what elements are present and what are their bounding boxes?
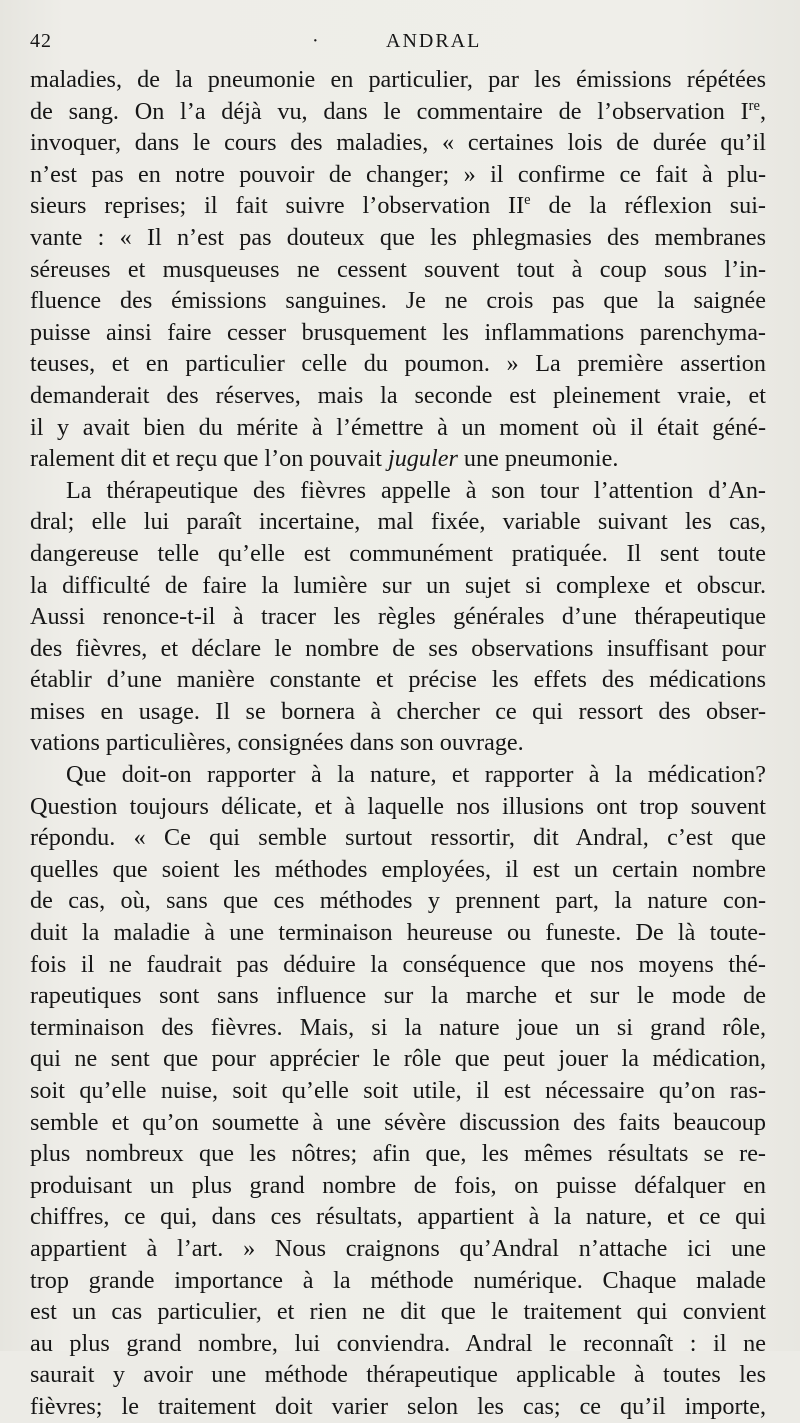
line-text: établir d’une manière constante et précise les effets des médications bbox=[30, 666, 766, 694]
text-line bbox=[30, 980, 766, 1012]
italic-word: juguler bbox=[387, 445, 458, 473]
text-line bbox=[30, 854, 766, 886]
text-line bbox=[30, 285, 766, 317]
text-line bbox=[30, 127, 766, 159]
line-text: fluence des émissions sanguines. Je ne crois pas que la saignée bbox=[30, 287, 766, 315]
line-text: chiffres, ce qui, dans ces résultats, appartient à la nature, et ce qui bbox=[30, 1203, 766, 1231]
line-text: fièvres; le traitement doit varier selon les cas; ce qu’il importe, bbox=[30, 1392, 766, 1420]
header-separator-dot: · bbox=[312, 30, 320, 52]
text-line bbox=[30, 1359, 766, 1391]
text-line bbox=[30, 570, 766, 602]
line-text: Que doit-on rapporter à la nature, et rapporter à la médication? bbox=[66, 761, 766, 789]
text-line bbox=[30, 380, 766, 412]
text-line bbox=[30, 1012, 766, 1044]
text-line bbox=[30, 1107, 766, 1139]
text-line bbox=[30, 222, 766, 254]
line-text: est un cas particulier, et rien ne dit que le traitement qui convient bbox=[30, 1298, 766, 1326]
text-line bbox=[30, 1201, 766, 1233]
line-text: appartient à l’art. » Nous craignons qu’Andral n’attache ici une bbox=[30, 1234, 766, 1262]
text-line bbox=[30, 64, 766, 96]
line-text: vations particulières, consignées dans son ouvrage. bbox=[30, 729, 524, 757]
line-text: terminaison des fièvres. Mais, si la nature joue un si grand rôle, bbox=[30, 1013, 766, 1041]
line-text: dral; elle lui paraît incertaine, mal fixée, variable suivant les cas, bbox=[30, 508, 766, 536]
text-line bbox=[30, 633, 766, 665]
line-text: La thérapeutique des fièvres appelle à son tour l’attention d’An- bbox=[66, 476, 766, 504]
line-text: ralement dit et reçu que l’on pouvait bbox=[30, 445, 388, 473]
superscript: re bbox=[748, 97, 760, 114]
superscript: e bbox=[524, 192, 531, 209]
line-text: la difficulté de faire la lumière sur un sujet si complexe et obscur. bbox=[30, 571, 766, 599]
line-text: répondu. « Ce qui semble surtout ressortir, dit Andral, c’est que bbox=[30, 824, 766, 852]
text-line bbox=[30, 190, 766, 222]
line-text: rapeutiques sont sans influence sur la marche et sur le mode de bbox=[30, 982, 766, 1010]
text-line bbox=[30, 696, 766, 728]
text-line bbox=[30, 601, 766, 633]
text-line bbox=[30, 949, 766, 981]
body-text bbox=[30, 64, 766, 1423]
text-line bbox=[30, 254, 766, 286]
line-text: fois il ne faudrait pas déduire la conséquence que nos moyens thé- bbox=[30, 950, 766, 978]
line-text: qui ne sent que pour apprécier le rôle que peut jouer la médication, bbox=[30, 1045, 766, 1073]
line-text: au plus grand nombre, lui conviendra. Andral le reconnaît : il ne bbox=[30, 1329, 766, 1357]
line-text: Question toujours délicate, et à laquelle nos illusions ont trop souvent bbox=[30, 792, 766, 820]
line-text: vante : « Il n’est pas douteux que les phlegmasies des membranes bbox=[30, 223, 766, 251]
text-line bbox=[30, 1391, 766, 1423]
line-text: sieurs reprises; il fait suivre l’observation II bbox=[30, 192, 525, 220]
text-line bbox=[30, 475, 766, 507]
line-text: mises en usage. Il se bornera à chercher ce qui ressort des obser- bbox=[30, 697, 766, 725]
text-line bbox=[30, 759, 766, 791]
text-line bbox=[30, 1075, 766, 1107]
line-text: semble et qu’on soumette à une sévère discussion des faits beaucoup bbox=[30, 1108, 766, 1136]
line-text: il y avait bien du mérite à l’émettre à un moment où il était géné- bbox=[30, 413, 766, 441]
text-line bbox=[30, 1296, 766, 1328]
running-title: ANDRAL bbox=[386, 30, 482, 52]
line-text: de sang. On l’a déjà vu, dans le commentaire de l’observation I bbox=[30, 97, 749, 125]
text-line bbox=[30, 917, 766, 949]
line-text: saurait y avoir une méthode thérapeutique applicable à toutes les bbox=[30, 1361, 766, 1389]
line-text: de cas, où, sans que ces méthodes y prennent part, la nature con- bbox=[30, 887, 766, 915]
line-text: trop grande importance à la méthode numérique. Chaque malade bbox=[30, 1266, 766, 1294]
text-line bbox=[30, 1265, 766, 1297]
line-text: puisse ainsi faire cesser brusquement les inflammations parenchyma- bbox=[30, 318, 766, 346]
line-text: séreuses et musqueuses ne cessent souvent tout à coup sous l’in- bbox=[30, 255, 766, 283]
text-line bbox=[30, 96, 766, 128]
line-text-continued: une pneumonie. bbox=[457, 445, 619, 473]
text-line bbox=[30, 1328, 766, 1360]
text-line bbox=[30, 1170, 766, 1202]
line-text: dangereuse telle qu’elle est communément pratiquée. Il sent toute bbox=[30, 539, 766, 567]
text-line bbox=[30, 727, 766, 759]
line-text: invoquer, dans le cours des maladies, « certaines lois de durée qu’il bbox=[30, 129, 766, 157]
text-line bbox=[30, 538, 766, 570]
text-line bbox=[30, 1233, 766, 1265]
line-text: teuses, et en particulier celle du poumon. » La première assertion bbox=[30, 350, 766, 378]
text-line bbox=[30, 443, 766, 475]
text-line bbox=[30, 1138, 766, 1170]
text-line bbox=[30, 664, 766, 696]
text-line bbox=[30, 159, 766, 191]
line-text: soit qu’elle nuise, soit qu’elle soit utile, il est nécessaire qu’on ras- bbox=[30, 1077, 766, 1104]
line-text: maladies, de la pneumonie en particulier, par les émissions répétées bbox=[30, 66, 766, 93]
line-text: demanderait des réserves, mais la seconde est pleinement vraie, et bbox=[30, 381, 766, 409]
text-line bbox=[30, 1043, 766, 1075]
text-line bbox=[30, 885, 766, 917]
line-text-continued: , bbox=[759, 97, 766, 125]
running-head bbox=[30, 30, 770, 58]
line-text: plus nombreux que les nôtres; afin que, les mêmes résultats se re- bbox=[30, 1140, 766, 1168]
text-line bbox=[30, 348, 766, 380]
text-line bbox=[30, 317, 766, 349]
line-text: duit la maladie à une terminaison heureuse ou funeste. De là toute- bbox=[30, 919, 766, 947]
line-text-continued: de la réflexion sui- bbox=[530, 192, 766, 220]
text-line bbox=[30, 412, 766, 444]
line-text: n’est pas en notre pouvoir de changer; » il confirme ce fait à plu- bbox=[30, 160, 766, 188]
text-line bbox=[30, 791, 766, 823]
line-text: Aussi renonce-t-il à tracer les règles générales d’une thérapeutique bbox=[30, 603, 766, 631]
page-number: 42 bbox=[30, 30, 52, 52]
line-text: des fièvres, et déclare le nombre de ses observations insuffisant pour bbox=[30, 634, 766, 662]
line-text: produisant un plus grand nombre de fois, on puisse défalquer en bbox=[30, 1171, 766, 1199]
line-text: quelles que soient les méthodes employées, il est un certain nombre bbox=[30, 855, 766, 883]
text-line bbox=[30, 822, 766, 854]
text-line bbox=[30, 506, 766, 538]
